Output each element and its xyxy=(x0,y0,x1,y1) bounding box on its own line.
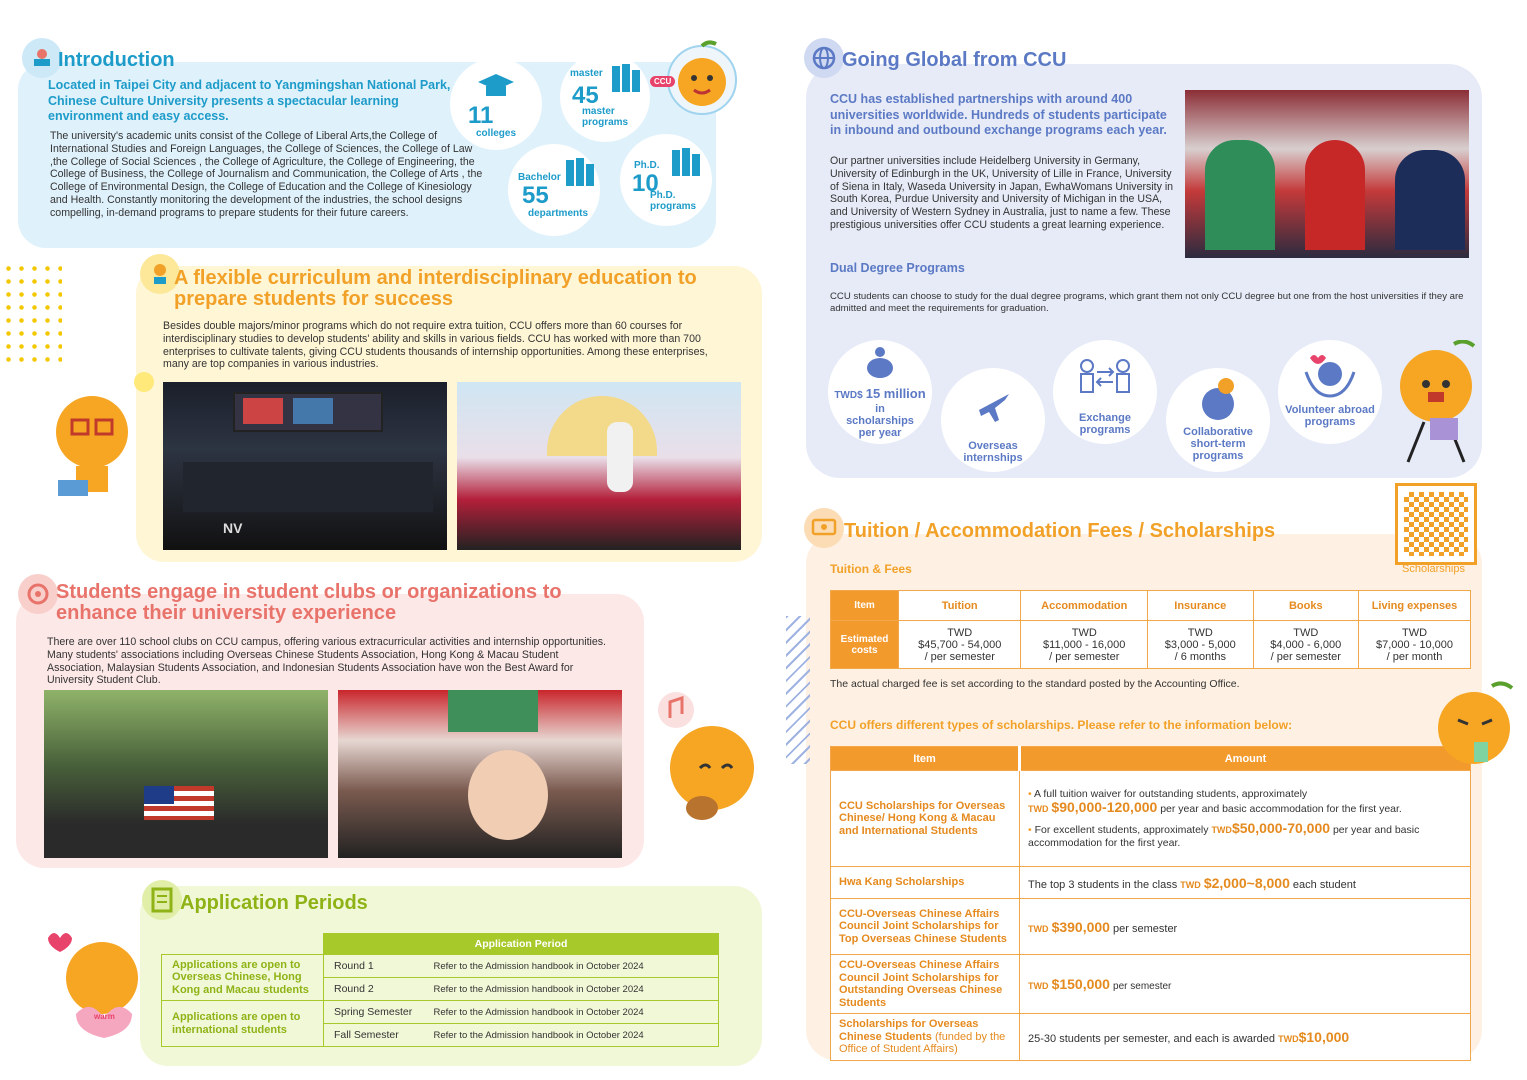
stat-bachelor: Bachelor 55 departments xyxy=(508,144,600,236)
tuition-cell: TWD $45,700 - 54,000 / per semester xyxy=(899,621,1021,669)
fees-icon xyxy=(804,508,844,548)
scholarship-item-2: Hwa Kang Scholarships xyxy=(831,867,1020,899)
circle-collaborative: Collaborative short-term programs xyxy=(1166,368,1270,472)
scholarship-amount-5: 25-30 students per semester, and each is awarded TWD$10,000 xyxy=(1020,1014,1471,1061)
mascot-guitar xyxy=(646,690,766,838)
photo-malaysian-club xyxy=(44,690,328,858)
intro-title: Introduction xyxy=(58,49,175,71)
circle-exchange: Exchange programs xyxy=(1053,340,1157,444)
qr-code[interactable] xyxy=(1398,486,1474,562)
mascot-phone xyxy=(1430,680,1520,776)
hands-globe-icon xyxy=(1302,352,1358,398)
scholarship-item-1: CCU Scholarships for Overseas Chinese/ Hong Kong & Macau and International Students xyxy=(831,771,1020,867)
circle-volunteer: Volunteer abroad programs xyxy=(1278,340,1382,444)
global-title: Going Global from CCU xyxy=(842,49,1067,71)
photo-spinning-event xyxy=(457,382,741,550)
application-title: Application Periods xyxy=(180,892,368,914)
intro-icon xyxy=(22,38,62,78)
books-icon xyxy=(564,156,598,190)
piggy-bank-icon xyxy=(864,346,896,380)
checklist-icon xyxy=(142,880,182,920)
application-table: Application Period Applications are open to Overseas Chinese, Hong Kong and Macau students Round 1 Refer to the Admission handbook in October 2024 Round 2 Refer to the Admission handbook in October 2024 Applications are open to international students Spring Semester Refer to the Admission handbook in October 2024 Fall Semester Refer to the Admission handbook in October 2024 xyxy=(161,933,719,1047)
global-body: Our partner universities include Heidelberg University in Germany, University of Edinburgh in the UK, University of Lille in France, University of Siena in Italy, Waseda University in Japan, EwhaWomans University in South Korea, Purdue University and University of Michigan in the USA, and University of Western Sydney in Australia, just to name a few. These prestigious universities offer CCU students a great learning experience. xyxy=(830,155,1174,231)
globe-pin-icon xyxy=(1196,374,1240,424)
clubs-icon xyxy=(18,574,58,614)
dual-degree-body: CCU students can choose to study for the dual degree programs, which grant them not only CCU degree but one from the host universities if they are admitted and meet the requirements for graduation. xyxy=(830,291,1464,314)
curriculum-title: A flexible curriculum and interdisciplinary education to prepare students for success xyxy=(174,267,697,310)
curriculum-body: Besides double majors/minor programs which do not require extra tuition, CCU offers more than 60 courses for interdisciplinary studies to develop students' ability and skills in various fields. CCU has worked with more than 700 enterprises to cultivate talents, giving CCU students thousands of internship opportunities. Among these enterprises, many are top companies in various industries. xyxy=(163,320,708,371)
mascot-astronaut: CCU xyxy=(662,38,740,118)
scholarship-item-4: CCU-Overseas Chinese Affairs Council Joint Scholarships for Outstanding Overseas Chinese Students xyxy=(831,955,1020,1014)
group-international: Applications are open to international students xyxy=(162,1001,324,1047)
accommodation-cell: TWD $11,000 - 16,000 / per semester xyxy=(1021,621,1148,669)
photo-club-selfie xyxy=(338,690,622,858)
scholarship-amount-3: TWD $390,000 per semester xyxy=(1020,899,1471,955)
intro-body: The university's academic units consist of the College of Liberal Arts,the College of International Studies and Foreign Languages, the College of Sciences, the College of Law ,the College of Social Sciences , the College of Agriculture, the College of Engineering, the College of Business, the College of Journalism and Communication, the College of Arts , the College of Environmental Design, the College of Education and the College of Kinesiology and Health. Constantly monitoring the development of the industries, the school designs compelling, in-demand programs to prepare students for their future careers. xyxy=(50,130,483,219)
books-icon xyxy=(610,62,644,96)
stripes-decoration xyxy=(786,616,810,764)
global-lead: CCU has established partnerships with around 400 universities worldwide. Hundreds of students participate in inbound and outbound exchange programs each year. xyxy=(830,92,1167,137)
scholarship-amount-2: The top 3 students in the class TWD $2,000~8,000 each student xyxy=(1020,867,1471,899)
stat-colleges: 11 colleges xyxy=(450,58,542,150)
scholarship-item-5: Scholarships for Overseas Chinese Students (funded by the Office of Student Affairs) xyxy=(831,1014,1020,1061)
fees-title: Tuition / Accommodation Fees / Scholarships xyxy=(844,520,1276,542)
fee-note: The actual charged fee is set according to the standard posted by the Accounting Office. xyxy=(830,678,1240,690)
exchange-people-icon xyxy=(1077,358,1133,396)
clubs-title: Students engage in student clubs or organizations to enhance their university experience xyxy=(56,581,562,624)
mascot-teacher xyxy=(48,362,154,502)
graduation-cap-icon xyxy=(476,72,516,102)
circle-internships: Overseas internships xyxy=(941,368,1045,472)
books-cell: TWD $4,000 - 6,000 / per semester xyxy=(1253,621,1359,669)
tuition-table: Item Tuition Accommodation Insurance Books Living expenses Estimated costs TWD $45,700 - 54,000 / per semester TWD $11,000 - 16,000 / per semester TWD $3,000 - 5,000 / 6 months TWD $4,000 - 6,000 / per semester TWD $7,000 - 10,000 / per month xyxy=(830,590,1471,669)
globe-icon xyxy=(804,38,844,78)
qr-label: Scholarships xyxy=(1402,563,1465,575)
living-cell: TWD $7,000 - 10,000 / per month xyxy=(1359,621,1471,669)
clubs-body: There are over 110 school clubs on CCU campus, offering various extracurricular activities and internship opportunities. Many students' associations including Overseas Chinese Students Association, Hong Kong & Macau Student Association, Malaysian Students Association, and Indonesian Students Association have won the Best Award for University Student Club. xyxy=(47,636,606,687)
tuition-fees-title: Tuition & Fees xyxy=(830,562,912,576)
group-overseas-chinese: Applications are open to Overseas Chinese, Hong Kong and Macau students xyxy=(162,955,324,1001)
decorative-dots xyxy=(2,262,62,362)
application-period-header: Application Period xyxy=(324,934,719,955)
mascot-camera xyxy=(1394,340,1484,464)
airplane-icon xyxy=(975,388,1013,426)
scholarship-amount-4: TWD $150,000 per semester xyxy=(1020,955,1471,1014)
scholarship-item-3: CCU-Overseas Chinese Affairs Council Joint Scholarships for Top Overseas Chinese Students xyxy=(831,899,1020,955)
stat-master: master 45 master programs xyxy=(560,52,650,142)
photo-exchange-students xyxy=(1185,90,1469,258)
scholarship-amount-1: • A full tuition waiver for outstanding students, approximately TWD $90,000-120,000 per year and basic accommodation for the first year. • For excellent students, approximately TWD$50,000-70,000 per year and basic accommodation for the first year. xyxy=(1020,771,1471,867)
scholarship-intro: CCU offers different types of scholarships. Please refer to the information below: xyxy=(830,718,1293,732)
mascot-heart: warm xyxy=(44,922,148,1042)
dual-degree-title: Dual Degree Programs xyxy=(830,261,965,275)
circle-scholarships: TWD$ 15 million in scholarships per year xyxy=(828,340,932,444)
stat-phd: Ph.D. 10 Ph.D. programs xyxy=(620,134,712,226)
photo-broadcast-studio: NV xyxy=(163,382,447,550)
scholarship-table: Item Amount CCU Scholarships for Overseas Chinese/ Hong Kong & Macau and International Students • A full tuition waiver for outstanding students, approximately TWD $90,000-120,000 per year and basic accommodation for the first year. • For excellent students, approximately TWD$50,000-70,000 per year and basic accommodation for the first year. Hwa Kang Scholarships The top 3 students in the class TWD $2,000~8,000 each student CCU-Overseas Chinese Affairs Council Joint Scholarships for Top Overseas Chinese Students TWD $390,000 per semester CCU-Overseas Chinese Affairs Council Joint Scholarships for Outstanding Overseas Chinese Students TWD $150,000 per semester Scholarships for Overseas Chinese Students (funded by the Office of Student Affairs) 25-30 students per semester, and each is awarded TWD$10,000 xyxy=(830,746,1471,1061)
intro-lead: Located in Taipei City and adjacent to Yangmingshan National Park, Chinese Culture University presents a spectacular learning environment and easy access. xyxy=(48,78,451,123)
books-icon xyxy=(670,146,704,180)
insurance-cell: TWD $3,000 - 5,000 / 6 months xyxy=(1148,621,1253,669)
